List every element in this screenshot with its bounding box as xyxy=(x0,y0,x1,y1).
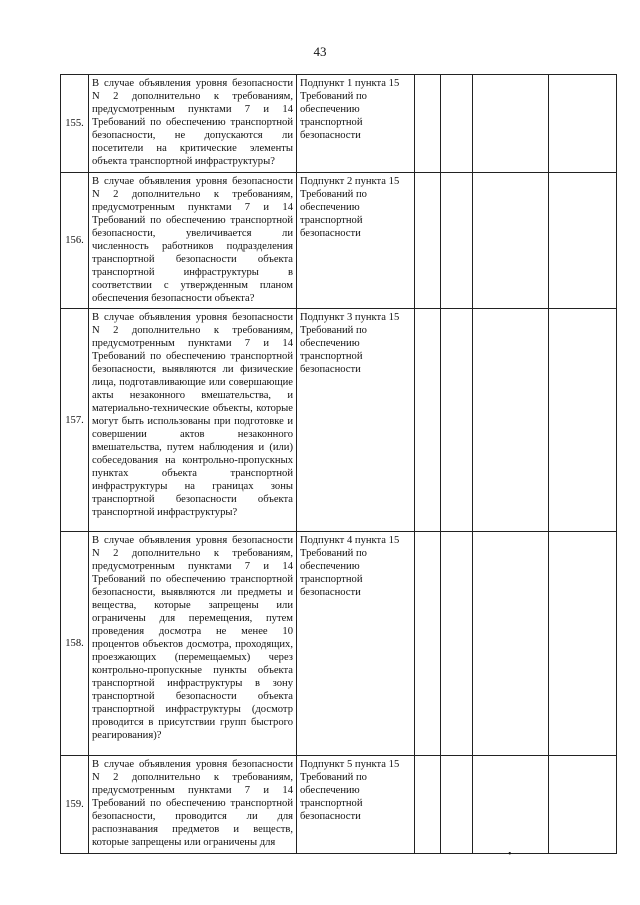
scan-mark: • xyxy=(508,849,512,860)
answer-cell-note[interactable] xyxy=(549,309,617,532)
answer-cell-note[interactable] xyxy=(549,756,617,854)
requirement-question: В случае объявления уровня безопасности N 2 дополнительно к требованиям, предусмотренным пунктами 7 и 14 Требований по обеспечению транспортной безопасности, не допускаются ли посетители на критические элементы объекта транспортной инфраструктуры? xyxy=(89,75,297,173)
row-number: 158. xyxy=(61,532,89,756)
answer-cell-no[interactable] xyxy=(441,173,473,309)
answer-cell-yes[interactable] xyxy=(415,532,441,756)
legal-reference: Подпункт 5 пункта 15 Требований по обеспечению транспортной безопасности xyxy=(297,756,415,854)
legal-reference: Подпункт 3 пункта 15 Требований по обеспечению транспортной безопасности xyxy=(297,309,415,532)
answer-cell-note[interactable] xyxy=(549,532,617,756)
requirement-question: В случае объявления уровня безопасности N 2 дополнительно к требованиям, предусмотренным пунктами 7 и 14 Требований по обеспечению транспортной безопасности, проводится ли для распознавания предметов и веществ, которые запрещены или ограничены для xyxy=(89,756,297,854)
row-number: 159. xyxy=(61,756,89,854)
table-row xyxy=(61,532,617,756)
row-number: 157. xyxy=(61,309,89,532)
answer-cell-no[interactable] xyxy=(441,532,473,756)
answer-cell-yes[interactable] xyxy=(415,173,441,309)
answer-cell-no[interactable] xyxy=(441,309,473,532)
table-row xyxy=(61,75,617,173)
answer-cell-note[interactable] xyxy=(549,173,617,309)
answer-cell-na[interactable] xyxy=(473,756,549,854)
answer-cell-yes[interactable] xyxy=(415,309,441,532)
answer-cell-no[interactable] xyxy=(441,756,473,854)
answer-cell-na[interactable] xyxy=(473,309,549,532)
legal-reference: Подпункт 4 пункта 15 Требований по обеспечению транспортной безопасности xyxy=(297,532,415,756)
answer-cell-yes[interactable] xyxy=(415,756,441,854)
table-row xyxy=(61,756,617,854)
answer-cell-na[interactable] xyxy=(473,532,549,756)
requirement-question: В случае объявления уровня безопасности N 2 дополнительно к требованиям, предусмотренным пунктами 7 и 14 Требований по обеспечению транспортной безопасности, выявляются ли предметы и вещества, которые запрещены или ограничены для перемещения, путем проведения досмотра не менее 10 процентов объектов досмотра, проходящих, проезжающих (перемещаемых) через контрольно-пропускные пункты объекта транспортной инфраструктуры в зону транспортной безопасности объекта транспортной инфраструктуры (досмотр проводится в присутствии групп быстрого реагирования)? xyxy=(89,532,297,756)
answer-cell-na[interactable] xyxy=(473,173,549,309)
row-number: 155. xyxy=(61,75,89,173)
page-number: 43 xyxy=(313,44,327,59)
checklist-table xyxy=(60,74,617,854)
row-number: 156. xyxy=(61,173,89,309)
answer-cell-note[interactable] xyxy=(549,75,617,173)
legal-reference: Подпункт 2 пункта 15 Требований по обеспечению транспортной безопасности xyxy=(297,173,415,309)
requirement-question: В случае объявления уровня безопасности N 2 дополнительно к требованиям, предусмотренным пунктами 7 и 14 Требований по обеспечению транспортной безопасности, выявляются ли физические лица, подготавливающие или совершающие акты незаконного вмешательства, и материально-технические объекты, которые могут быть использованы при подготовке и совершении актов незаконного вмешательства, путем наблюдения и (или) собеседования на контрольно-пропускных пунктах объекта транспортной инфраструктуры на границах зоны транспортной безопасности объекта транспортной инфраструктуры? xyxy=(89,309,297,532)
answer-cell-no[interactable] xyxy=(441,75,473,173)
table-row xyxy=(61,309,617,532)
answer-cell-yes[interactable] xyxy=(415,75,441,173)
table-row xyxy=(61,173,617,309)
legal-reference: Подпункт 1 пункта 15 Требований по обеспечению транспортной безопасности xyxy=(297,75,415,173)
answer-cell-na[interactable] xyxy=(473,75,549,173)
requirement-question: В случае объявления уровня безопасности N 2 дополнительно к требованиям, предусмотренным пунктами 7 и 14 Требований по обеспечению транспортной безопасности, увеличивается ли численность работников подразделения транспортной безопасности объекта транспортной инфраструктуры в соответствии с утвержденным планом обеспечения безопасности объекта? xyxy=(89,173,297,309)
